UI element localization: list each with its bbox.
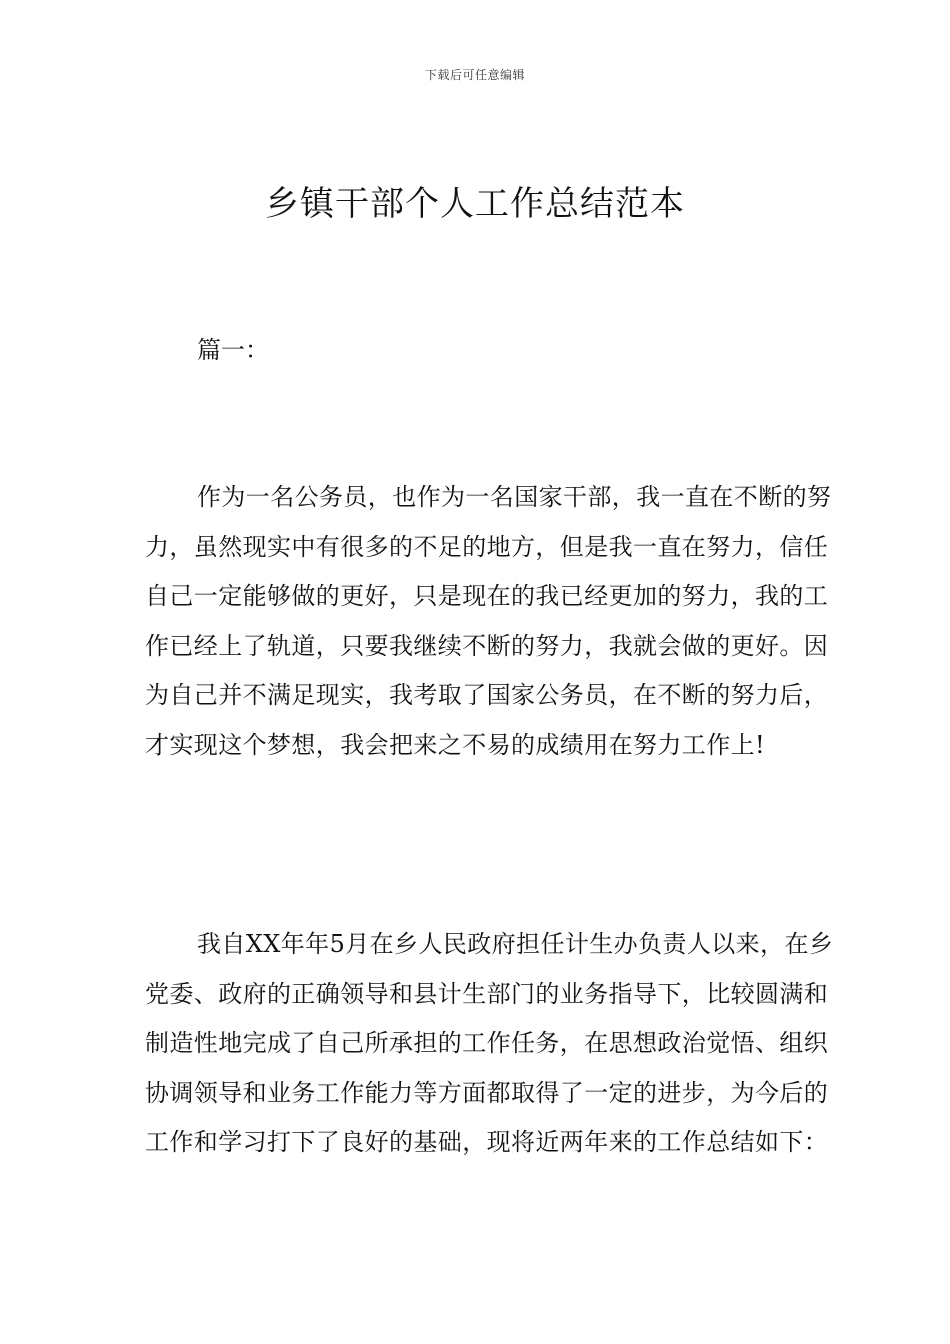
- header-note: 下载后可任意编辑: [424, 68, 525, 82]
- document-title: 乡镇干部个人工作总结范本: [265, 184, 685, 224]
- body-paragraph-2: 我自XX年年5月在乡人民政府担任计生办负责人以来，在乡党委、政府的正确领导和县计生部门的业务指导下，比较圆满和制造性地完成了自己所承担的工作任务，在思想政治觉悟、组织协调领导和业务工作能力等方面都取得了一定的进步，为今后的工作和学习打下了良好的基础，现将近两年来的工作总结如下：: [145, 930, 834, 1157]
- section-label: 篇一：: [197, 336, 269, 364]
- body-paragraph-1: 作为一名公务员，也作为一名国家干部，我一直在不断的努力，虽然现实中有很多的不足的地方，但是我一直在努力，信任自己一定能够做的更好，只是现在的我已经更加的努力，我的工作已经上了轨道，只要我继续不断的努力，我就会做的更好。因为自己并不满足现实，我考取了国家公务员，在不断的努力后，才实现这个梦想，我会把来之不易的成绩用在努力工作上!: [145, 483, 832, 759]
